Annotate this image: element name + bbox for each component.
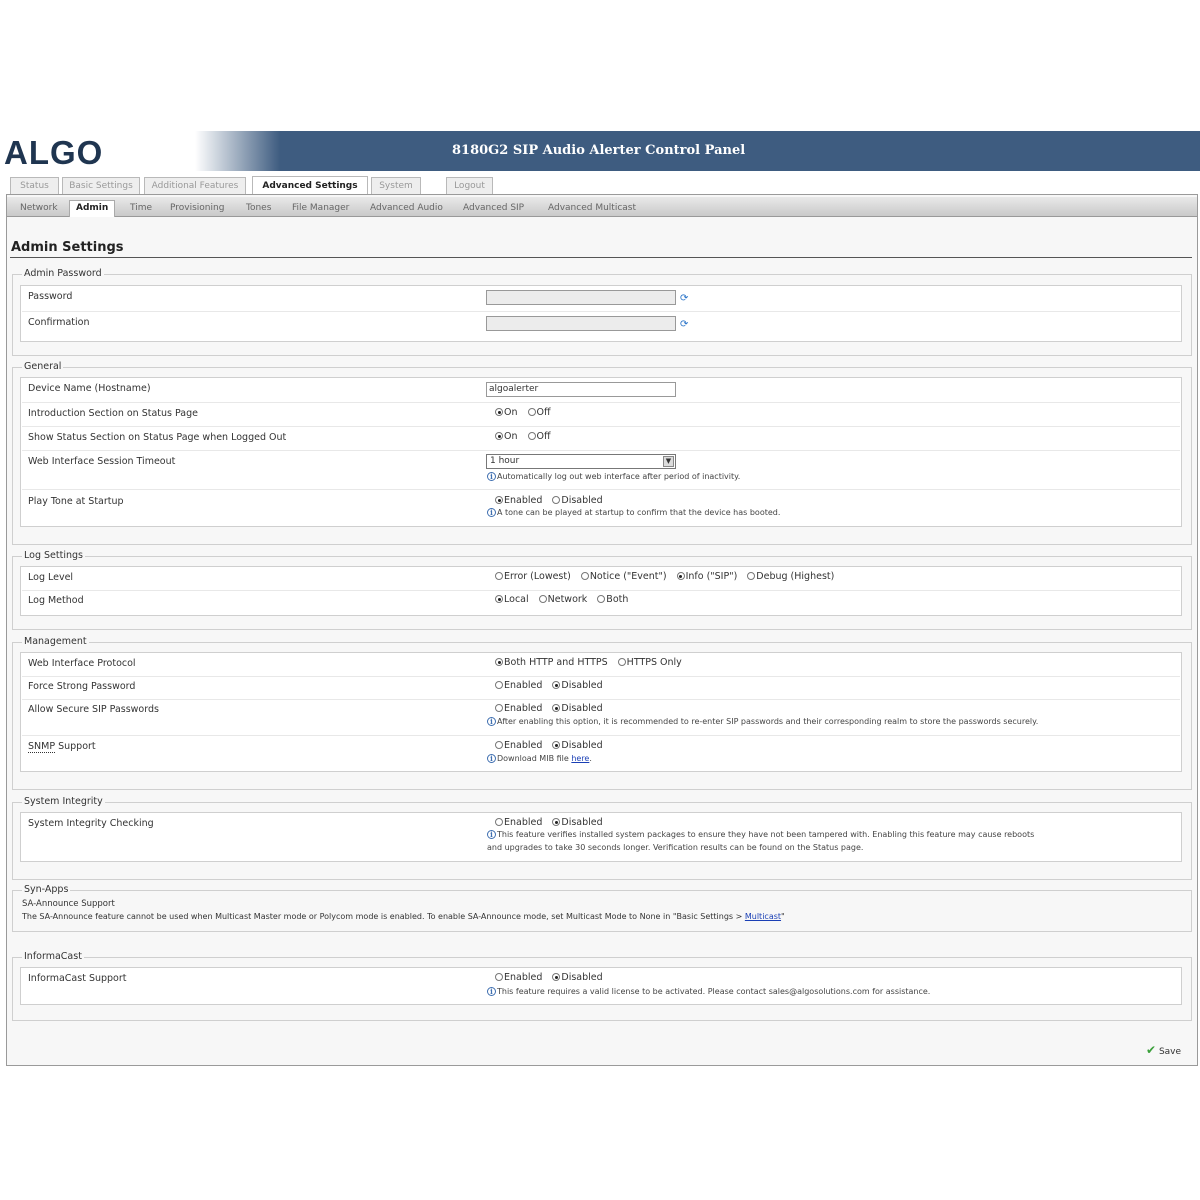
info-icon: i — [487, 717, 496, 726]
secure-sip-label: Allow Secure SIP Passwords — [28, 704, 159, 715]
informacast-disabled-option[interactable]: Disabled — [552, 972, 602, 983]
row-divider — [22, 489, 1180, 490]
log-method-both-radio[interactable] — [597, 595, 605, 603]
tone-disabled-radio[interactable] — [552, 496, 560, 504]
row-divider — [22, 402, 1180, 403]
strong-pw-disabled-radio[interactable] — [552, 681, 560, 689]
algo-logo: ALGO — [4, 134, 104, 171]
log-level-info-radio[interactable] — [677, 572, 685, 580]
protocol-both-radio[interactable] — [495, 658, 503, 666]
confirmation-input[interactable] — [486, 316, 676, 331]
tab-system[interactable]: System — [371, 177, 421, 194]
snmp-help: i Download MIB file here. — [487, 754, 592, 763]
strong-password-label: Force Strong Password — [28, 681, 136, 692]
log-method-label: Log Method — [28, 595, 84, 606]
web-protocol-options — [495, 657, 692, 668]
intro-section-options — [495, 407, 561, 418]
header — [0, 131, 1200, 173]
integrity-disabled-option[interactable]: Disabled — [552, 817, 602, 828]
mib-download-link[interactable]: here — [571, 754, 590, 763]
integrity-disabled-radio[interactable] — [552, 818, 560, 826]
subtab-advanced-audio[interactable]: Advanced Audio — [370, 203, 443, 213]
protocol-https-radio[interactable] — [618, 658, 626, 666]
status-section-options — [495, 431, 561, 442]
confirmation-label: Confirmation — [28, 317, 90, 328]
log-method-local-radio[interactable] — [495, 595, 503, 603]
secure-sip-options — [495, 703, 613, 714]
subtab-time[interactable]: Time — [130, 203, 153, 213]
secure-sip-help: i After enabling this option, it is recommended to re-enter SIP passwords and their corresponding realm to store the passwords securely. — [487, 717, 1038, 726]
subtab-file-manager[interactable]: File Manager — [292, 203, 350, 213]
session-timeout-select[interactable] — [486, 454, 676, 469]
status-off-option[interactable]: Off — [528, 431, 551, 442]
session-timeout-value: 1 hour — [490, 456, 520, 466]
informacast-support-label: InformaCast Support — [28, 973, 127, 984]
subtab-advanced-sip[interactable]: Advanced SIP — [463, 203, 525, 213]
syn-apps-section — [12, 890, 1192, 932]
session-timeout-label: Web Interface Session Timeout — [28, 456, 176, 467]
informacast-legend: InformaCast — [24, 951, 82, 962]
device-name-input[interactable]: algoalerter — [486, 382, 676, 397]
multicast-link[interactable]: Multicast — [744, 912, 782, 921]
system-integrity-legend: System Integrity — [24, 796, 103, 807]
integrity-checking-label: System Integrity Checking — [28, 818, 154, 829]
secure-sip-disabled-radio[interactable] — [552, 704, 560, 712]
informacast-enabled-radio[interactable] — [495, 973, 503, 981]
integrity-enabled-option[interactable]: Enabled — [495, 817, 542, 828]
strong-pw-enabled-option[interactable]: Enabled — [495, 680, 542, 691]
intro-off-option[interactable]: Off — [528, 407, 551, 418]
info-icon: i — [487, 754, 496, 763]
startup-tone-help: i A tone can be played at startup to confirm that the device has booted. — [487, 508, 780, 517]
strong-pw-enabled-radio[interactable] — [495, 681, 503, 689]
secure-sip-disabled-option[interactable]: Disabled — [552, 703, 602, 714]
log-level-debug-option[interactable]: Debug (Highest) — [747, 571, 834, 582]
row-divider — [22, 311, 1180, 312]
checkmark-icon: ✔ — [1146, 1043, 1157, 1057]
device-name-label: Device Name (Hostname) — [28, 383, 151, 394]
status-off-radio[interactable] — [528, 432, 536, 440]
strong-password-options — [495, 680, 613, 691]
subtab-admin[interactable]: Admin — [69, 200, 115, 217]
info-icon: i — [487, 508, 496, 517]
snmp-enabled-option[interactable]: Enabled — [495, 740, 542, 751]
sa-announce-text: The SA-Announce feature cannot be used when Multicast Master mode or Polycom mode is enabled. To enable SA-Announce mode, set Multicast Mode to None in "Basic Settings > Multicast" — [22, 912, 785, 921]
informacast-help: i This feature requires a valid license to be activated. Please contact sales@algosolutions.com for assistance. — [487, 987, 930, 996]
informacast-options — [495, 972, 613, 983]
startup-tone-label: Play Tone at Startup — [28, 496, 124, 507]
info-icon: i — [487, 472, 496, 481]
status-section-label: Show Status Section on Status Page when Logged Out — [28, 432, 287, 443]
row-divider — [22, 590, 1180, 591]
session-timeout-help: i Automatically log out web interface after period of inactivity. — [487, 472, 740, 481]
secure-sip-enabled-option[interactable]: Enabled — [495, 703, 542, 714]
informacast-enabled-option[interactable]: Enabled — [495, 972, 542, 983]
web-protocol-label: Web Interface Protocol — [28, 658, 136, 669]
log-method-network-option[interactable]: Network — [539, 594, 588, 605]
row-divider — [22, 426, 1180, 427]
row-divider — [22, 450, 1180, 451]
snmp-abbr: SNMP — [28, 741, 56, 752]
tab-status[interactable]: Status — [10, 177, 59, 194]
general-legend: General — [24, 361, 62, 372]
snmp-support-label: SNMP Support — [28, 741, 96, 752]
intro-off-radio[interactable] — [528, 408, 536, 416]
protocol-https-option[interactable]: HTTPS Only — [618, 657, 682, 668]
strong-pw-disabled-option[interactable]: Disabled — [552, 680, 602, 691]
log-level-notice-option[interactable]: Notice ("Event") — [581, 571, 667, 582]
status-on-radio[interactable] — [495, 432, 503, 440]
intro-section-label: Introduction Section on Status Page — [28, 408, 199, 419]
title-divider — [10, 257, 1192, 258]
log-level-debug-radio[interactable] — [747, 572, 755, 580]
tab-basic-settings[interactable]: Basic Settings — [62, 177, 140, 194]
tone-enabled-option[interactable]: Enabled — [495, 495, 542, 506]
info-icon: i — [487, 830, 496, 839]
tab-additional-features[interactable]: Additional Features — [144, 177, 246, 194]
log-level-error-option[interactable]: Error (Lowest) — [495, 571, 571, 582]
save-button[interactable]: ✔ Save — [1146, 1043, 1182, 1057]
subtab-provisioning[interactable]: Provisioning — [170, 203, 225, 213]
log-settings-legend: Log Settings — [24, 550, 83, 561]
row-divider — [22, 676, 1180, 677]
startup-tone-options — [495, 495, 613, 506]
tab-logout[interactable]: Logout — [446, 177, 493, 194]
integrity-help-line2: and upgrades to take 30 seconds longer. Verification results can be found on the Status page. — [487, 843, 864, 852]
log-method-both-option[interactable]: Both — [597, 594, 628, 605]
log-level-info-option[interactable]: Info ("SIP") — [677, 571, 738, 582]
subtab-tones[interactable]: Tones — [246, 203, 272, 213]
tab-advanced-settings[interactable]: Advanced Settings — [252, 176, 368, 194]
dropdown-arrow-icon[interactable]: ▼ — [663, 456, 674, 467]
snmp-options — [495, 740, 613, 751]
intro-on-radio[interactable] — [495, 408, 503, 416]
subtab-advanced-multicast[interactable]: Advanced Multicast — [548, 203, 636, 213]
password-label: Password — [28, 291, 73, 302]
row-divider — [22, 735, 1180, 736]
sa-announce-subtitle: SA-Announce Support — [22, 899, 115, 909]
snmp-disabled-radio[interactable] — [552, 741, 560, 749]
integrity-enabled-radio[interactable] — [495, 818, 503, 826]
integrity-options — [495, 817, 613, 828]
confirmation-generate-icon[interactable]: ⟳ — [680, 319, 689, 330]
informacast-disabled-radio[interactable] — [552, 973, 560, 981]
log-level-notice-radio[interactable] — [581, 572, 589, 580]
page-header-title: 8180G2 SIP Audio Alerter Control Panel — [452, 143, 746, 158]
tone-enabled-radio[interactable] — [495, 496, 503, 504]
log-level-label: Log Level — [28, 572, 74, 583]
log-method-network-radio[interactable] — [539, 595, 547, 603]
intro-on-option[interactable]: On — [495, 407, 518, 418]
snmp-enabled-radio[interactable] — [495, 741, 503, 749]
management-legend: Management — [24, 636, 87, 647]
header-gradient — [195, 131, 280, 171]
page-title: Admin Settings — [11, 240, 124, 255]
tone-disabled-option[interactable]: Disabled — [552, 495, 602, 506]
snmp-disabled-option[interactable]: Disabled — [552, 740, 602, 751]
subtab-network[interactable]: Network — [20, 203, 58, 213]
log-method-local-option[interactable]: Local — [495, 594, 529, 605]
protocol-both-option[interactable]: Both HTTP and HTTPS — [495, 657, 608, 668]
status-on-option[interactable]: On — [495, 431, 518, 442]
integrity-help-line1: i This feature verifies installed system packages to ensure they have not been tampered with. Enabling this feature may cause reboots — [487, 830, 1034, 839]
syn-apps-legend: Syn-Apps — [24, 884, 69, 895]
secure-sip-enabled-radio[interactable] — [495, 704, 503, 712]
log-method-options — [495, 594, 638, 605]
password-input[interactable] — [486, 290, 676, 305]
log-level-error-radio[interactable] — [495, 572, 503, 580]
info-icon: i — [487, 987, 496, 996]
row-divider — [22, 699, 1180, 700]
password-generate-icon[interactable]: ⟳ — [680, 293, 689, 304]
admin-password-legend: Admin Password — [24, 268, 102, 279]
log-level-options — [495, 571, 844, 582]
